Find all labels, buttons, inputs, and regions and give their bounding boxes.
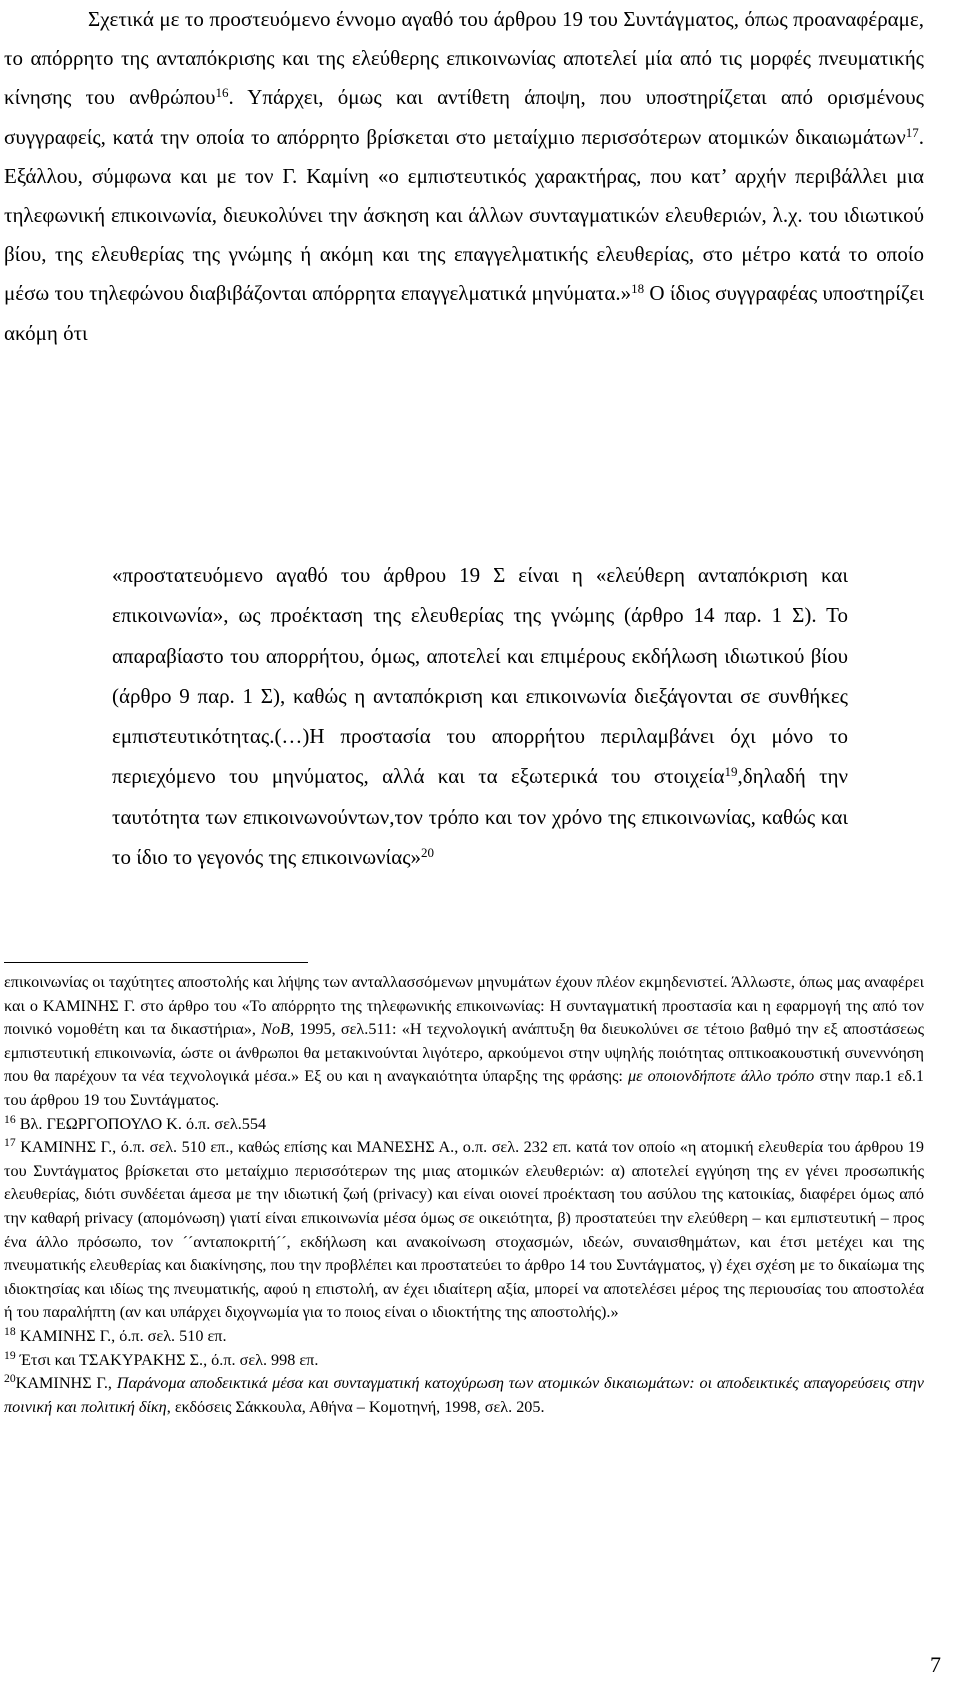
quote-text: ,δηλαδή την ταυτότητα των επικοινωνούντων,τον τρόπο και τον χρόνο της επικοινωνίας, καθώς και το ίδιο το γεγονός της επικοινωνίας» bbox=[112, 764, 848, 870]
footnote-ref-16: 16 bbox=[215, 85, 229, 101]
paragraph-text: . Υπάρχει, όμως και αντίθετη άποψη, που υποστηρίζεται από ορισμένους συγγραφείς, κατά την οποία το απόρρητο βρίσκεται στο μεταίχμιο περισσότερων ατομικών δικαιωμάτων bbox=[4, 85, 925, 149]
footnote-number: 20 bbox=[4, 1372, 16, 1386]
footnote-text: , εκδόσεις Σάκκουλα, Αθήνα – Κομοτηνή, 1998, σελ. 205. bbox=[166, 1397, 545, 1416]
paragraph-text: Ο ίδιος συγγραφέας υποστηρίζει ακόμη ότι bbox=[4, 281, 924, 345]
footnote-ref-20: 20 bbox=[421, 844, 435, 860]
footnote-number: 16 bbox=[4, 1112, 16, 1126]
footnote-text: ΚΑΜΙΝΗΣ Γ., bbox=[15, 1374, 117, 1393]
footnote-ref-19: 19 bbox=[724, 764, 738, 780]
paragraph-text: Σχετικά με το προστευόμενο έννομο αγαθό του άρθρου 19 του Συντάγματος, όπως προαναφέραμε, το απόρρητο της ανταπόκρισης και της ελεύθερης επικοινωνίας αποτελεί μία από τις μορφές πνευματικής κίνησης του ανθρώπου bbox=[4, 7, 924, 110]
quote-text: «προστατευόμενο αγαθό του άρθρου 19 Σ είναι η «ελεύθερη ανταπόκριση και επικοινωνία», ως προέκταση της ελευθερίας της γνώμης (άρθρο 14 παρ. 1 Σ). Το απαραβίαστο του απορρήτου, όμως, αποτελεί και επιμέρους εκδήλωση ιδιωτικού βίου (άρθρο 9 παρ. 1 Σ), καθώς η ανταπόκριση και επικοινωνία διεξάγονται σε συνθήκες εμπιστευτικότητας.(…)Η προστασία του απορρήτου περιλαμβάνει όχι μόνο το περιεχόμενο του μηνύματος, αλλά και τα εξωτερικά του στοιχεία bbox=[112, 563, 848, 789]
footnote-continuation bbox=[4, 971, 924, 1113]
page-number: 7 bbox=[930, 1652, 941, 1677]
footnote-number: 18 bbox=[4, 1325, 16, 1339]
footnote-19 bbox=[4, 1349, 924, 1373]
paragraph-text: . Εξάλλου, σύμφωνα και με τον Γ. Καμίνη «ο εμπιστευτικός χαρακτήρας, που κατ’ αρχήν περιβάλλει μια τηλεφωνική επικοινωνία, διευκολύνει την άσκηση και άλλων συνταγματικών ελευθεριών, λ.χ. του ιδιωτικού βίου, της ελευθερίας της γνώμης ή ακόμη και της επαγγελματικής ελευθερίας, στο μέτρο κατά το οποίο μέσω του τηλεφώνου διαβιβάζονται απόρρητα επαγγελματικά μηνύματα.» bbox=[4, 124, 924, 306]
footnote-text: ΚΑΜΙΝΗΣ Γ., ό.π. σελ. 510 επ. bbox=[15, 1326, 227, 1345]
footnote-text: επικοινωνίας οι ταχύτητες αποστολής και λήψης των ανταλλασσόμενων μηνυμάτων έχουν πλέον εκμηδενιστεί. Άλλωστε, όπως μας αναφέρει και ο ΚΑΜΙΝΗΣ Γ. στο άρθρο του «Το απόρρητο της τηλεφωνικής επικοινωνίας: Η συνταγματική προστασία και η εφαρμογή της από τον ποινικό νομοθέτη και τα δικαστήρια», bbox=[4, 973, 924, 1039]
footnote-text: Βλ. ΓΕΩΡΓΟΠΟΥΛΟ Κ. ό.π. σελ.554 bbox=[15, 1114, 267, 1133]
journal-abbr: NoB bbox=[261, 1020, 290, 1039]
footnote-16 bbox=[4, 1113, 924, 1137]
footnote-number: 17 bbox=[4, 1136, 16, 1150]
quoted-phrase: με οποιονδήποτε άλλο τρόπο bbox=[628, 1067, 815, 1086]
footnote-18 bbox=[4, 1325, 924, 1349]
book-title: Παράνομα αποδεικτικά μέσα και συνταγματική κατοχύρωση των ατομικών δικαιωμάτων: οι αποδεικτικές απαγορεύσεις στην ποινική και πολιτική δίκη bbox=[4, 1374, 924, 1416]
footnote-text: στην παρ.1 εδ.1 του άρθρου 19 του Συντάγματος. bbox=[4, 1067, 925, 1109]
footnotes-area bbox=[4, 971, 924, 1419]
footnote-text: ΚΑΜΙΝΗΣ Γ., ό.π. σελ. 510 επ., καθώς επίσης και ΜΑΝΕΣΗΣ Α., ο.π. σελ. 232 επ. κατά τον οποίο «η ατομική ελευθερία του άρθρου 19 του Συντάγματος βρίσκεται στο μεταίχμιο περισσότερων της μιας ατομικών ελευθεριών: α) αποτελεί εγγύηση της εν γένει προσωπικής ελευθερίας, διότι συνδέεται άμεσα με την ιδιωτική ζωή (privacy) και είναι οιονεί προέκταση του ασύλου της κατοικίας, διαφέρει όμως από την καθαρή privacy (απομόνωση) γιατί είναι επικοινωνία μέσα όμως σε οικειότητα, β) προστατεύει την ελεύθερη – και εμπιστευτική – προς ένα άλλο πρόσωπο, τον ´´ανταποκριτή´´, εκδήλωση και ανακοίνωση στοχασμών, ιδεών, συναισθημάτων, και έτσι μετέχει και της πνευματικής ελευθερίας και διακίνησης, που την προβλέπει και προστατεύει το άρθρο 14 του Συντάγματος, γ) έχει σχέση με το δικαίωμα της ιδιοκτησίας και ιδίως της πνευματικής, αφού η επιστολή, αν έχει ιδιαίτερη αξία, μπορεί να αποτελέσει μέρος της περιουσίας του αποστολέα ή του παραλήπτη (αν και υπάρχει διχογνωμία για το ποιος είναι ο ιδιοκτήτης της αποστολής).» bbox=[4, 1138, 924, 1322]
footnote-text: Έτσι και ΤΣΑΚΥΡΑΚΗΣ Σ., ό.π. σελ. 998 επ. bbox=[15, 1350, 319, 1369]
footnote-17 bbox=[4, 1136, 924, 1325]
footnote-ref-18: 18 bbox=[631, 281, 645, 297]
block-quote bbox=[112, 555, 848, 877]
footnote-separator bbox=[4, 962, 308, 963]
footnote-number: 19 bbox=[4, 1348, 16, 1362]
main-paragraph bbox=[4, 0, 924, 353]
footnote-text: , 1995, σελ.511: «Η τεχνολογική ανάπτυξη θα διευκολύνει σε τέτοιο βαθμό την εξ αποστάσεως εμπιστευτική επικοινωνία, ώστε οι άνθρωποι θα μετακινούνται λιγότερο, αρκούμενοι στην υψηλής ποιότητας οπτικοακουστική συνεννόηση που θα παρέχουν τα νέα τεχνολογικά μέσα.» Εξ ου και η αναγκαιότητα ύπαρξης της φράσης: bbox=[4, 1020, 924, 1086]
footnote-ref-17: 17 bbox=[905, 124, 919, 140]
footnote-20 bbox=[4, 1372, 924, 1419]
